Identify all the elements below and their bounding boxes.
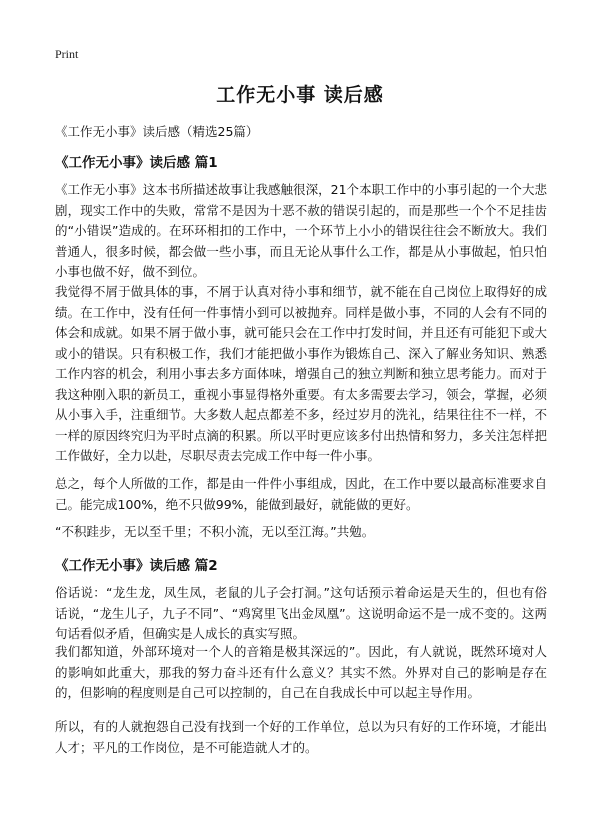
section-heading-1: 《工作无小事》读后感 篇1 <box>55 155 218 171</box>
section-1-paragraph-2: 我觉得不屑于做具体的事，不屑于认真对待小事和细节，就不能在自己岗位上取得好的成绩。在工作中，没有任何一件事情小到可以被抛弃。同样是做小事，不同的人会有不同的体会和成就。如果不屑于做小事，就可能只会在工作中打发时间，并且还有可能犯下或大或小的错误。只有积极工作，我们才能把做小事作为锻炼自己、深入了解业务知识、熟悉工作内容的机会，利用小事去多方面体味，增强自己的独立判断和独立思考能力。而对于我这种刚入职的新员工，重视小事显得格外重要。有太多需要去学习，领会，掌握，必须从小事入手，注重细节。大多数人起点都差不多，经过岁月的洗礼，结果往往不一样，不一样的原因终究归为平时点滴的积累。所以平时更应该多付出热情和努力，多关注怎样把工作做好，全力以赴，尽职尽责去完成工作中每一件小事。 <box>55 284 547 463</box>
section-2-paragraph-2: 我们都知道，外部环境对一个人的音箱是极其深远的”。因此，有人就说，既然环境对人的影响如此重大，那我的努力奋斗还有什么意义？其实不然。外界对自己的影响是存在的，但影响的程度则是自己可以控制的，自己在自我成长中可以起主导作用。 <box>55 644 547 700</box>
section-1-paragraph-1: 《工作无小事》这本书所描述故事让我感触很深，21个本职工作中的小事引起的一个大悲剧，现实工作中的失败，常常不是因为十恶不赦的错误引起的，而是那些一个个不足挂齿的“小错误”造成的。在环环相扣的工作中，一个环节上小小的错误往往会不断放大。我们普通人，很多时候，都会做一些小事，而且无论从事什么工作，都是从小事做起，怕只怕小事也做不好，做不到位。 <box>55 182 547 279</box>
print-link[interactable]: Print <box>55 47 79 61</box>
document-subtitle: 《工作无小事》读后感（精选25篇） <box>55 124 259 139</box>
section-1-paragraph-3: 总之，每个人所做的工作，都是由一件件小事组成，因此，在工作中要以最高标准要求自己。能完成100%，绝不只做99%，能做到最好，就能做的更好。 <box>55 476 547 512</box>
document-title: 工作无小事 读后感 <box>216 84 384 106</box>
section-2-paragraph-3: 所以，有的人就抱怨自己没有找到一个好的工作单位，总以为只有好的工作环境，才能出人才；平凡的工作岗位，是不可能造就人才的。 <box>55 719 547 755</box>
section-1-paragraph-4: “不积跬步，无以至千里；不积小流，无以至江海。”共勉。 <box>55 524 375 539</box>
section-heading-2: 《工作无小事》读后感 篇2 <box>55 558 218 574</box>
section-2-paragraph-1: 俗话说：“龙生龙，凤生凤，老鼠的儿子会打洞。”这句话预示着命运是天生的，但也有俗话说，“龙生儿子，九子不同”、“鸡窝里飞出金凤凰”。这说明命运不是一成不变的。这两句话看似矛盾，但确实是人成长的真实写照。 <box>55 585 547 641</box>
